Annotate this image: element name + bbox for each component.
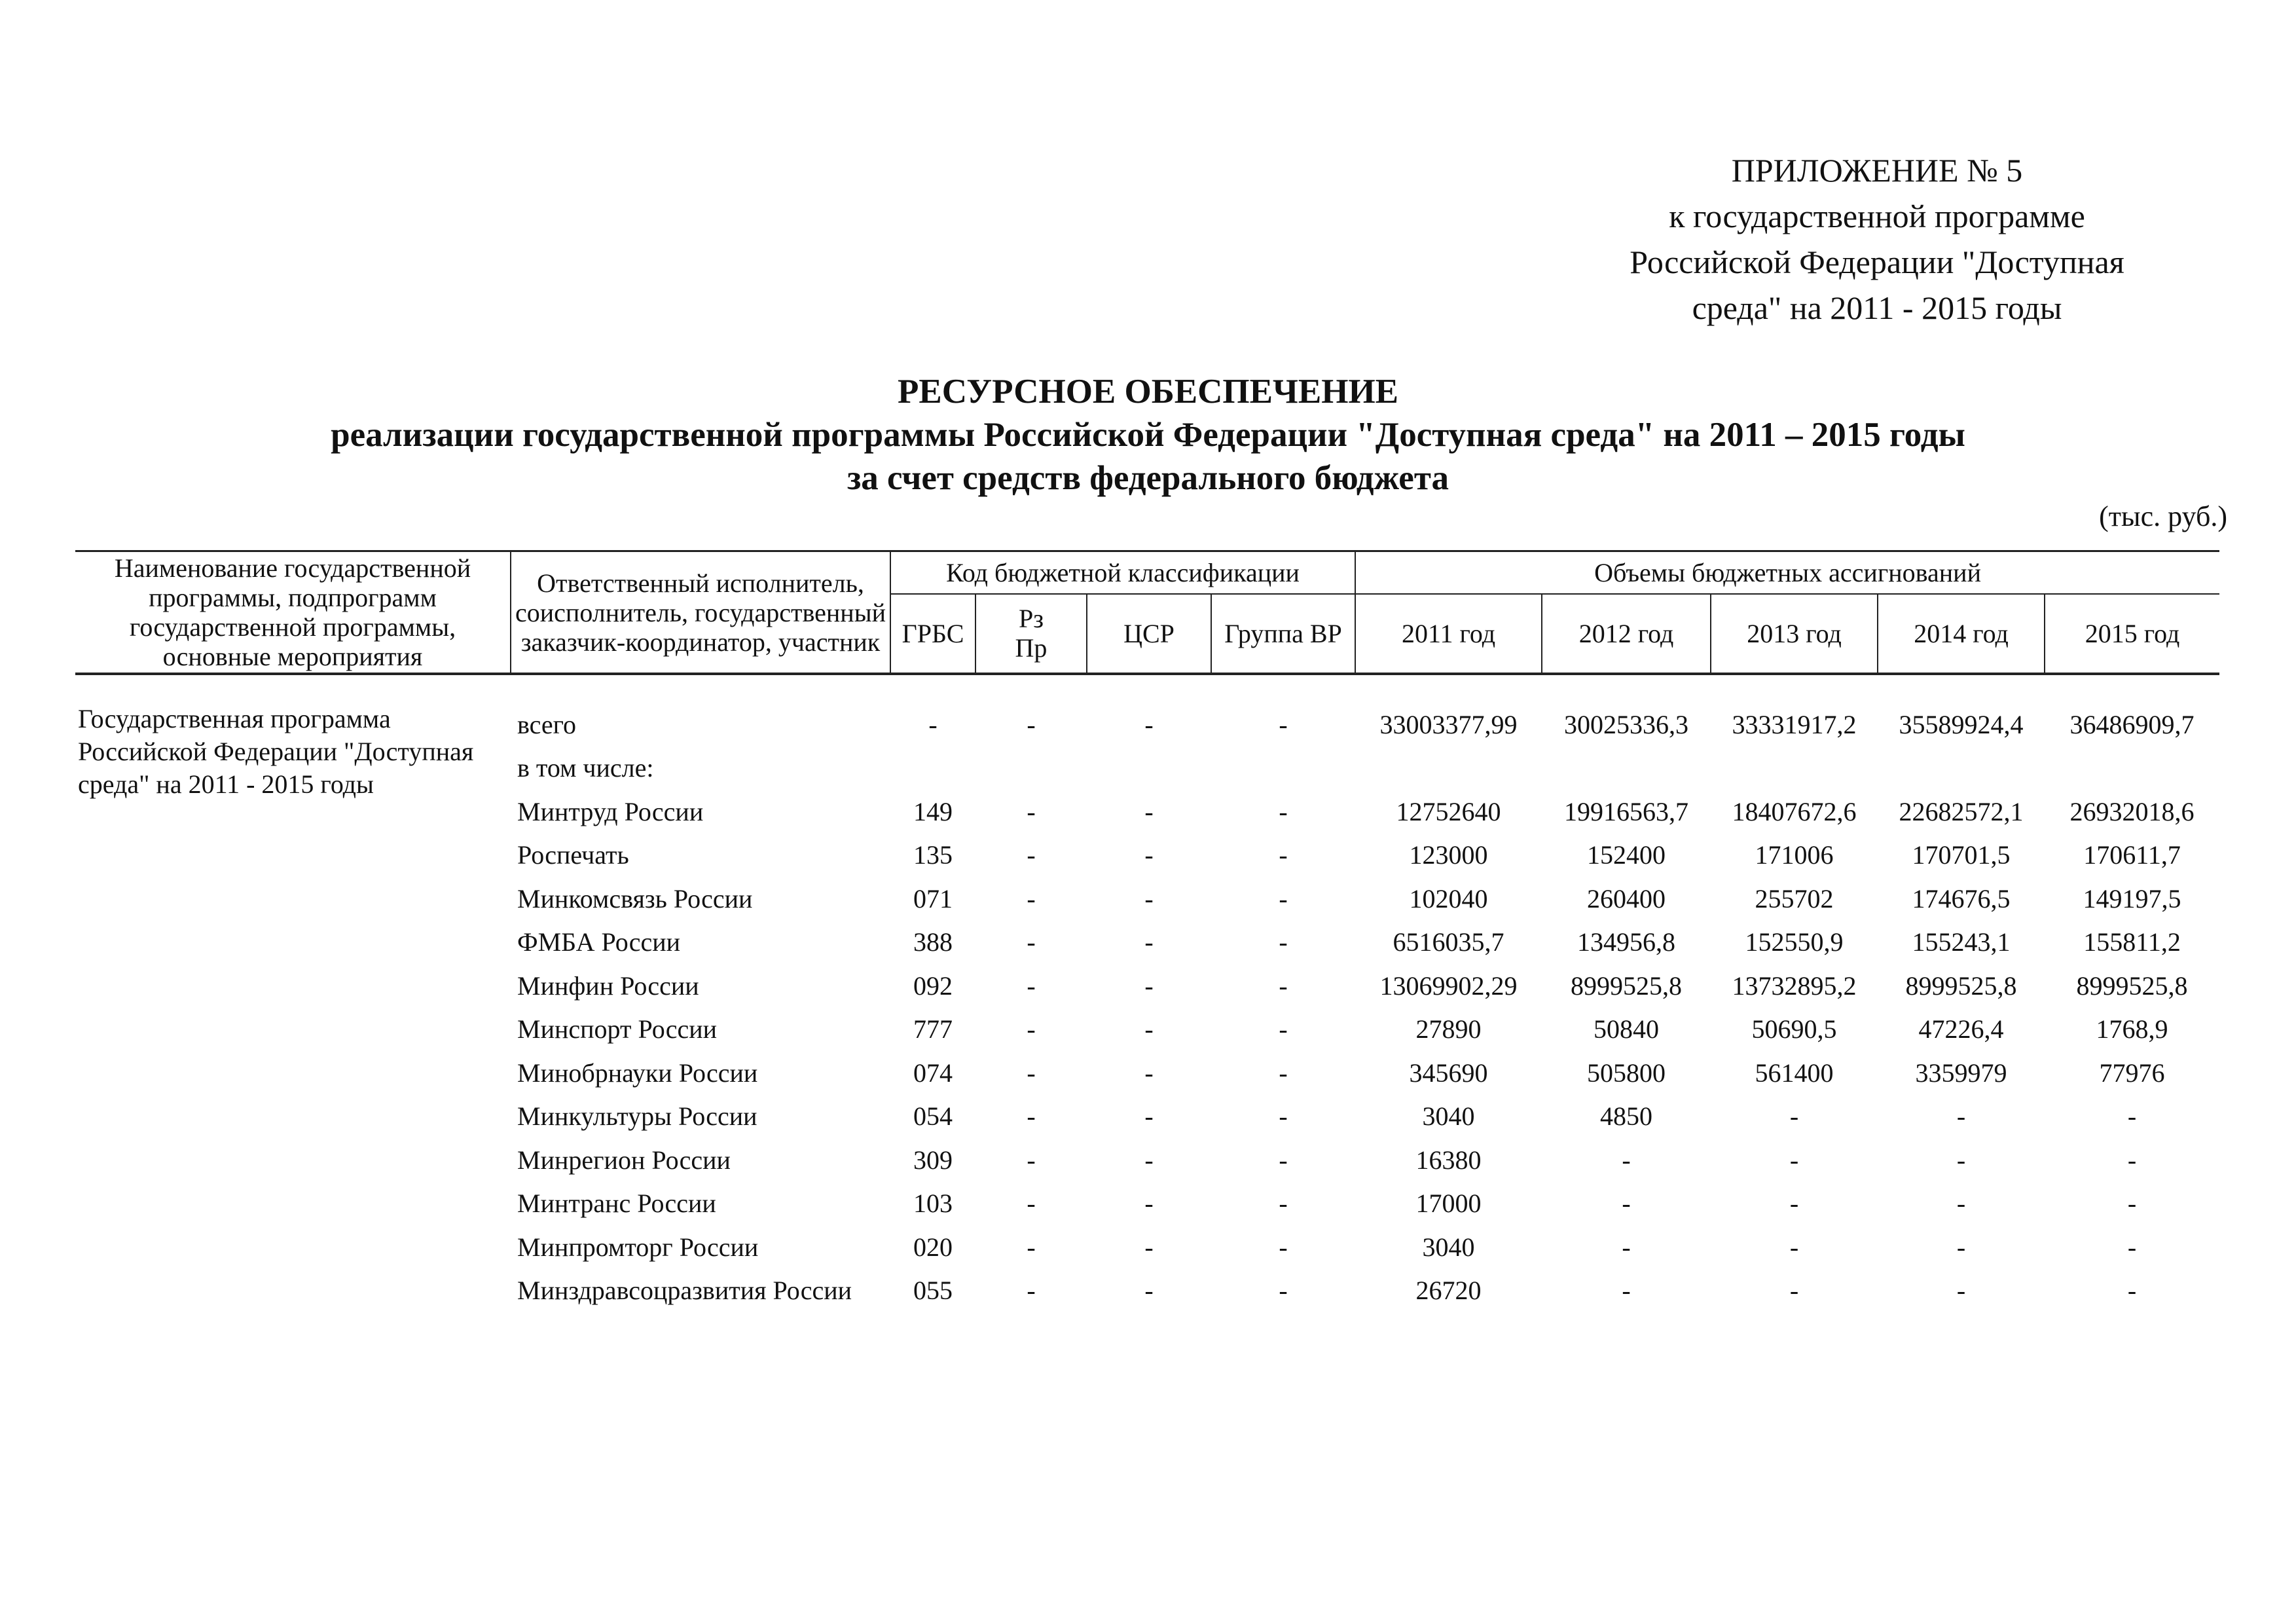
csr-cell: -	[1144, 1276, 1154, 1306]
csr-cell: -	[1144, 970, 1154, 1001]
org-cell: ФМБА России	[517, 927, 681, 957]
rzpr-cell: -	[1027, 1276, 1036, 1306]
group-vr-cell: -	[1279, 1232, 1288, 1262]
value-2013-cell: 561400	[1755, 1058, 1834, 1088]
org-cell: Минкомсвязь России	[517, 883, 753, 913]
group-vr-cell: -	[1279, 927, 1288, 957]
value-2015-cell: 26932018,6	[2069, 796, 2195, 826]
value-2014-cell: 8999525,8	[1905, 970, 2017, 1001]
value-2012-cell: 19916563,7	[1564, 796, 1689, 826]
header-rzpr	[975, 594, 1087, 674]
rzpr-cell: -	[1027, 1058, 1036, 1088]
value-2015-cell	[2045, 747, 2219, 790]
grbs-cell	[890, 747, 975, 790]
value-2011-cell: 13069902,29	[1379, 970, 1518, 1001]
grbs-cell: -	[928, 709, 938, 739]
group-vr-cell	[1211, 747, 1355, 790]
rzpr-cell	[975, 747, 1087, 790]
value-2014-cell: 47226,4	[1918, 1014, 2004, 1044]
value-2014-cell: -	[1956, 1232, 1966, 1262]
csr-cell: -	[1144, 796, 1154, 826]
value-2011-cell: 17000	[1415, 1189, 1482, 1219]
appendix-header	[1550, 147, 2204, 331]
value-2015-cell: -	[2127, 1145, 2137, 1175]
value-2013-cell: -	[1789, 1232, 1799, 1262]
value-2012-cell: 4850	[1600, 1101, 1653, 1132]
header-year: 2013 год	[1711, 594, 1878, 674]
value-2013-cell: 255702	[1755, 883, 1834, 913]
grbs-cell: 092	[913, 970, 953, 1001]
value-2011-cell: 102040	[1409, 883, 1488, 913]
org-cell: Роспечать	[517, 840, 629, 870]
value-2014-cell: -	[1956, 1101, 1966, 1132]
group-vr-cell: -	[1279, 840, 1288, 870]
rzpr-cell: -	[1027, 1101, 1036, 1132]
value-2015-cell: 149197,5	[2083, 883, 2181, 913]
csr-cell: -	[1144, 1232, 1154, 1262]
group-vr-cell: -	[1279, 1101, 1288, 1132]
header-rzpr-text: Рз Пр	[1015, 604, 1048, 663]
value-2014-cell: -	[1956, 1189, 1966, 1219]
value-2011-cell: 345690	[1409, 1058, 1488, 1088]
value-2011-cell: 33003377,99	[1379, 709, 1518, 739]
value-2013-cell: 50690,5	[1751, 1014, 1837, 1044]
header-group-vr: Группа ВР	[1211, 594, 1355, 674]
grbs-cell: 309	[913, 1145, 953, 1175]
org-cell: Минтруд России	[517, 796, 704, 826]
value-2015-cell: -	[2127, 1276, 2137, 1306]
table-header	[75, 551, 2219, 674]
value-2015-cell: -	[2127, 1101, 2137, 1132]
value-2012-cell: 134956,8	[1577, 927, 1676, 957]
value-2012-cell	[1542, 747, 1711, 790]
header-executor: Ответственный исполнитель, соисполнитель, государственный заказчик-координатор, участник	[511, 551, 890, 674]
rzpr-cell: -	[1027, 1189, 1036, 1219]
budget-table	[75, 550, 2219, 1312]
csr-cell: -	[1144, 1058, 1154, 1088]
appendix-line: Российской Федерации "Доступная	[1630, 244, 2124, 280]
org-cell: Минпромторг России	[517, 1232, 759, 1262]
grbs-cell: 149	[913, 796, 953, 826]
rzpr-cell: -	[1027, 970, 1036, 1001]
value-2012-cell: 8999525,8	[1571, 970, 1683, 1001]
rzpr-cell: -	[1027, 883, 1036, 913]
header-csr: ЦСР	[1087, 594, 1211, 674]
rzpr-cell: -	[1027, 927, 1036, 957]
value-2013-cell: 171006	[1755, 840, 1834, 870]
value-2013-cell: -	[1789, 1276, 1799, 1306]
value-2011-cell: 27890	[1415, 1014, 1482, 1044]
rzpr-cell: -	[1027, 709, 1036, 739]
csr-cell: -	[1144, 709, 1154, 739]
value-2015-cell: 77976	[2099, 1058, 2165, 1088]
header-year: 2011 год	[1355, 594, 1542, 674]
grbs-cell: 055	[913, 1276, 953, 1306]
value-2014-cell: 3359979	[1915, 1058, 2007, 1088]
value-2013-cell: 13732895,2	[1732, 970, 1857, 1001]
group-vr-cell: -	[1279, 1014, 1288, 1044]
grbs-cell: 020	[913, 1232, 953, 1262]
value-2011-cell: 123000	[1409, 840, 1488, 870]
value-2015-cell: -	[2127, 1232, 2137, 1262]
csr-cell: -	[1144, 1101, 1154, 1132]
csr-cell	[1087, 747, 1211, 790]
header-year: 2014 год	[1878, 594, 2045, 674]
header-name: Наименование государственной программы, подпрограмм государственной программы, основные мероприятия	[75, 551, 511, 674]
value-2014-cell: 174676,5	[1912, 883, 2011, 913]
value-2014-cell: 35589924,4	[1899, 709, 2024, 739]
rzpr-cell: -	[1027, 840, 1036, 870]
org-cell: Минспорт России	[517, 1014, 718, 1044]
group-vr-cell: -	[1279, 883, 1288, 913]
csr-cell: -	[1144, 1014, 1154, 1044]
value-2015-cell: 170611,7	[2083, 840, 2181, 870]
value-2014-cell: 155243,1	[1912, 927, 2011, 957]
value-2014-cell	[1878, 747, 2045, 790]
value-2013-cell: 152550,9	[1745, 927, 1844, 957]
rzpr-cell: -	[1027, 1232, 1036, 1262]
value-2011-cell: 6516035,7	[1393, 927, 1504, 957]
value-2015-cell: 36486909,7	[2069, 709, 2195, 739]
csr-cell: -	[1144, 883, 1154, 913]
value-2011-cell: 3040	[1422, 1101, 1475, 1132]
value-2012-cell: -	[1622, 1145, 1631, 1175]
value-2013-cell: 18407672,6	[1732, 796, 1857, 826]
title-line-2: реализации государственной программы Российской Федерации "Доступная среда" на 2011 – 2015 годы	[331, 416, 1965, 454]
org-cell: Минобрнауки России	[517, 1058, 758, 1088]
value-2013-cell: -	[1789, 1189, 1799, 1219]
header-budget-code: Код бюджетной классификации	[890, 551, 1355, 594]
grbs-cell: 054	[913, 1101, 953, 1132]
value-2012-cell: -	[1622, 1276, 1631, 1306]
value-2012-cell: 152400	[1587, 840, 1666, 870]
rzpr-cell: -	[1027, 796, 1036, 826]
value-2012-cell: 260400	[1587, 883, 1666, 913]
value-2012-cell: 505800	[1587, 1058, 1666, 1088]
value-2015-cell: 155811,2	[2083, 927, 2181, 957]
appendix-line: ПРИЛОЖЕНИЕ № 5	[1731, 152, 2023, 189]
org-cell: Минздравсоцразвития России	[517, 1276, 852, 1306]
csr-cell: -	[1144, 1189, 1154, 1219]
grbs-cell: 777	[913, 1014, 953, 1044]
group-vr-cell: -	[1279, 970, 1288, 1001]
grbs-cell: 135	[913, 840, 953, 870]
table-body	[75, 674, 2219, 1312]
appendix-line: к государственной программе	[1669, 198, 2085, 234]
value-2015-cell: -	[2127, 1189, 2137, 1219]
table-row	[75, 674, 2219, 747]
value-2011-cell: 12752640	[1396, 796, 1501, 826]
group-vr-cell: -	[1279, 1189, 1288, 1219]
org-cell: Минтранс России	[517, 1189, 716, 1219]
value-2012-cell: 30025336,3	[1564, 709, 1689, 739]
title-line-3: за счет средств федерального бюджета	[847, 459, 1449, 497]
units-label: (тыс. руб.)	[2099, 500, 2227, 532]
header-grbs: ГРБС	[890, 594, 975, 674]
org-cell: в том числе:	[517, 753, 654, 783]
csr-cell: -	[1144, 1145, 1154, 1175]
rzpr-cell: -	[1027, 1014, 1036, 1044]
value-2015-cell: 1768,9	[2096, 1014, 2168, 1044]
grbs-cell: 074	[913, 1058, 953, 1088]
value-2012-cell: -	[1622, 1189, 1631, 1219]
value-2014-cell: -	[1956, 1145, 1966, 1175]
grbs-cell: 388	[913, 927, 953, 957]
value-2011-cell: 16380	[1415, 1145, 1482, 1175]
header-year: 2015 год	[2045, 594, 2219, 674]
value-2012-cell: -	[1622, 1232, 1631, 1262]
grbs-cell: 103	[913, 1189, 953, 1219]
value-2011-cell: 26720	[1415, 1276, 1482, 1306]
org-cell: Минфин России	[517, 970, 699, 1001]
value-2014-cell: 170701,5	[1912, 840, 2011, 870]
org-cell: Минрегион России	[517, 1145, 731, 1175]
header-year: 2012 год	[1542, 594, 1711, 674]
value-2014-cell: -	[1956, 1276, 1966, 1306]
value-2011-cell	[1355, 747, 1542, 790]
rzpr-cell: -	[1027, 1145, 1036, 1175]
group-vr-cell: -	[1279, 1276, 1288, 1306]
org-cell: Минкультуры России	[517, 1101, 757, 1132]
program-name-cell: Государственная программа Российской Федерации "Доступная среда" на 2011 - 2015 годы	[78, 704, 474, 799]
csr-cell: -	[1144, 840, 1154, 870]
org-cell: всего	[517, 709, 577, 739]
group-vr-cell: -	[1279, 709, 1288, 739]
csr-cell: -	[1144, 927, 1154, 957]
header-allocations: Объемы бюджетных ассигнований	[1355, 551, 2219, 594]
document-title	[0, 370, 2296, 500]
appendix-line: среда" на 2011 - 2015 годы	[1692, 289, 2062, 326]
value-2014-cell: 22682572,1	[1899, 796, 2024, 826]
value-2013-cell: 33331917,2	[1732, 709, 1857, 739]
value-2015-cell: 8999525,8	[2076, 970, 2188, 1001]
group-vr-cell: -	[1279, 1058, 1288, 1088]
grbs-cell: 071	[913, 883, 953, 913]
value-2011-cell: 3040	[1422, 1232, 1475, 1262]
value-2013-cell	[1711, 747, 1878, 790]
value-2013-cell: -	[1789, 1145, 1799, 1175]
value-2012-cell: 50840	[1594, 1014, 1660, 1044]
value-2013-cell: -	[1789, 1101, 1799, 1132]
title-line-1: РЕСУРСНОЕ ОБЕСПЕЧЕНИЕ	[897, 373, 1399, 411]
group-vr-cell: -	[1279, 796, 1288, 826]
group-vr-cell: -	[1279, 1145, 1288, 1175]
